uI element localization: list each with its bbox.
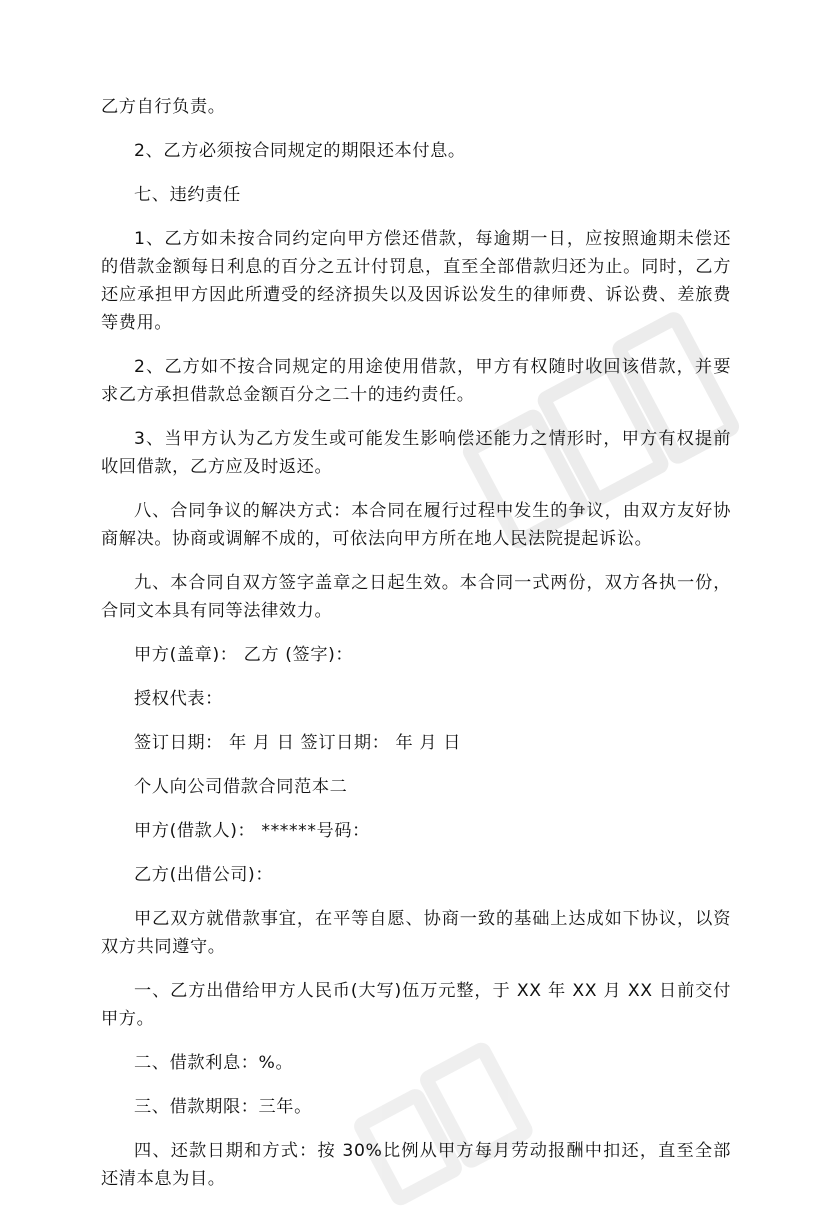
paragraph: 一、乙方出借给甲方人民币(大写)伍万元整，于 XX 年 XX 月 XX 日前交付甲方。 [101, 981, 731, 1029]
party-line: 乙方(出借公司)： [134, 865, 274, 885]
paragraph: 甲乙双方就借款事宜，在平等自愿、协商一致的基础上达成如下协议，以资双方共同遵守。 [101, 909, 731, 957]
signature-line: 授权代表： [134, 689, 223, 709]
paragraph: 乙方自行负责。 [101, 97, 226, 117]
paragraph: 四、还款日期和方式：按 30%比例从甲方每月劳动报酬中扣还，直至全部还清本息为目。 [101, 1141, 731, 1189]
paragraph: 九、本合同自双方签字盖章之日起生效。本合同一式两份，双方各执一份，合同文本具有同等法律效力。 [101, 573, 731, 621]
date-line: 签订日期： 年 月 日 签订日期： 年 月 日 [134, 733, 462, 753]
paragraph: 2、乙方如不按合同规定的用途使用借款，甲方有权随时收回该借款，并要求乙方承担借款总金额百分之二十的违约责任。 [101, 357, 731, 405]
paragraph: 三、借款期限：三年。 [134, 1097, 312, 1117]
paragraph: 二、借款利息：%。 [134, 1053, 294, 1073]
paragraph: 八、合同争议的解决方式：本合同在履行过程中发生的争议，由双方友好协商解决。协商或调解不成的，可依法向甲方所在地人民法院提起诉讼。 [101, 501, 731, 549]
signature-line: 甲方(盖章)： 乙方 (签字)： [134, 645, 354, 665]
paragraph: 3、当甲方认为乙方发生或可能发生影响偿还能力之情形时，甲方有权提前收回借款，乙方应及时返还。 [101, 429, 731, 477]
party-line: 甲方(借款人)： ******号码： [134, 821, 370, 841]
paragraph: 1、乙方如未按合同约定向甲方偿还借款，每逾期一日，应按照逾期未偿还的借款金额每日利息的百分之五计付罚息，直至全部借款归还为止。同时，乙方还应承担甲方因此所遭受的经济损失以及因诉讼发生的律师费、诉讼费、差旅费等费用。 [101, 229, 731, 333]
document-title: 个人向公司借款合同范本二 [134, 777, 348, 797]
paragraph: 2、乙方必须按合同规定的期限还本付息。 [134, 141, 466, 161]
document-body [101, 93, 731, 1209]
section-heading: 七、违约责任 [134, 185, 241, 205]
